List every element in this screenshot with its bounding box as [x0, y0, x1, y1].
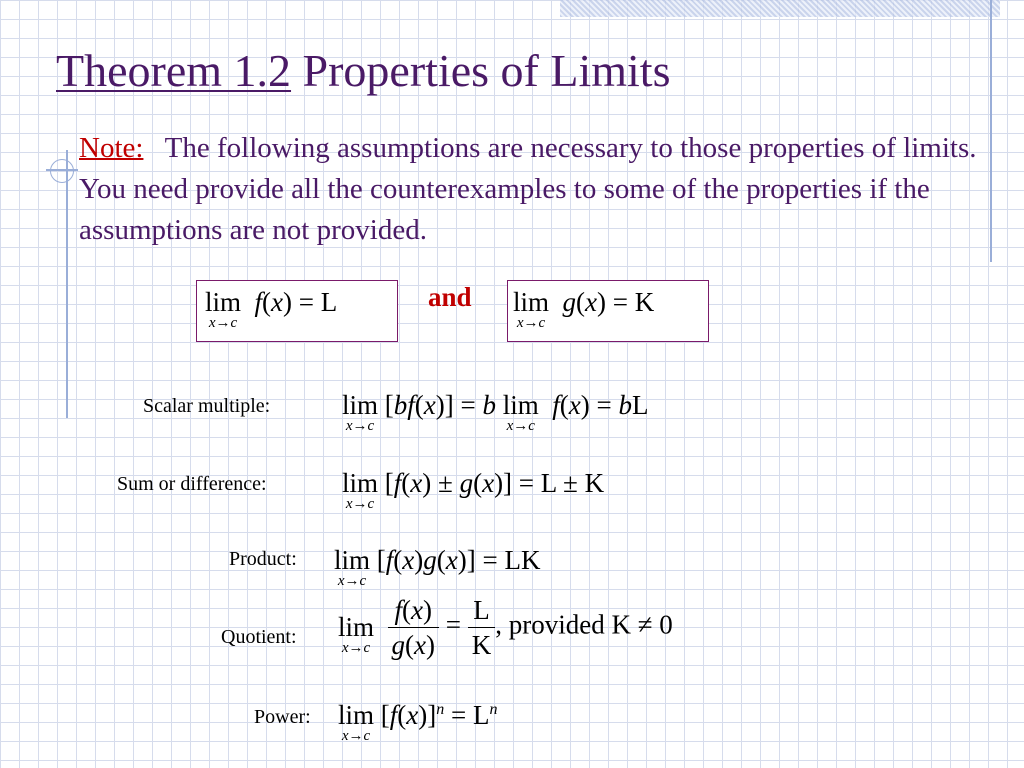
product-formula: lim x→c [f(x)g(x)] = LK: [334, 545, 541, 589]
lim-operator: lim x→c: [334, 545, 371, 589]
right-decorative-line: [990, 0, 992, 262]
title-text: Properties of Limits: [302, 45, 671, 96]
left-decorative-circle: [50, 159, 74, 183]
limit-ratio-fraction: $\frac{L}{K}$: [468, 593, 496, 662]
lim-operator: lim x→c: [342, 468, 379, 512]
lim-operator: lim x→c: [513, 287, 550, 331]
assumption-box-f: [196, 280, 398, 342]
and-connector: and: [428, 282, 472, 312]
slide-title: [56, 44, 671, 97]
assumption-box-g: [507, 280, 709, 342]
quotient-condition: provided K ≠ 0: [508, 609, 673, 640]
lim-operator: lim x→c: [342, 390, 379, 434]
sum-label: Sum or difference:: [117, 473, 267, 495]
quotient-formula: lim x→c $\frac{f(x)}{g(x)}$ = $\frac{L}{K}$ , provided K ≠ 0: [338, 595, 673, 660]
quotient-label: Quotient:: [221, 626, 297, 648]
theorem-number: Theorem 1.2: [56, 45, 292, 96]
scalar-formula: lim x→c [bf(x)] = b lim x→c f(x) = bL: [342, 390, 649, 434]
left-decorative-line: [66, 150, 68, 418]
lim-operator: lim x→c: [205, 287, 242, 331]
assumption-g-formula: lim x→c g(x) = K: [513, 287, 655, 331]
lim-operator: lim x→c: [338, 612, 375, 656]
lim-operator: lim x→c: [338, 700, 375, 744]
lim-operator: lim x→c: [502, 390, 539, 434]
sum-formula: lim x→c [f(x) ± g(x)] = L ± K: [342, 468, 605, 512]
assumption-f-formula: lim x→c f(x) = L: [205, 287, 338, 331]
power-formula: lim x→c $[f(x)]^n = L^n$: [338, 700, 498, 744]
scalar-label: Scalar multiple:: [143, 395, 271, 417]
top-decorative-band: [560, 0, 1000, 17]
note-paragraph: [79, 128, 979, 251]
quotient-fraction: $\frac{f(x)}{g(x)}$: [388, 593, 439, 662]
note-label: Note:: [79, 132, 144, 164]
product-label: Product:: [229, 548, 297, 570]
note-text: The following assumptions are necessary to those properties of limits. You need provide all the counterexamples to some of the properties if the assumptions are not provided.: [79, 132, 977, 246]
power-label: Power:: [254, 706, 311, 728]
